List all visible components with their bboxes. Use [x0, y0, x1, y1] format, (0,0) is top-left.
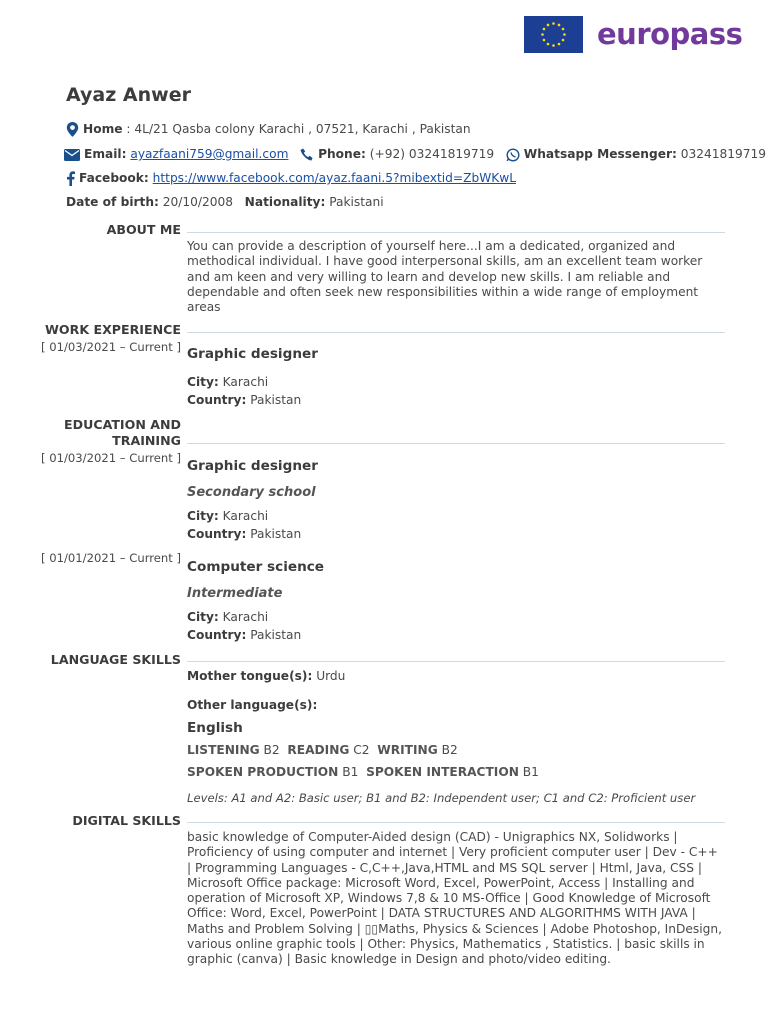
- edu-1-date: [ 01/03/2021 – Current ]: [41, 451, 181, 465]
- home-value: : 4L/21 Qasba colony Karachi , 07521, Karachi , Pakistan: [126, 122, 471, 136]
- whatsapp-label: Whatsapp Messenger:: [523, 147, 677, 161]
- other-languages: [187, 698, 317, 712]
- eu-star: [563, 33, 566, 36]
- europass-logo: [524, 16, 743, 54]
- email-label: Email:: [84, 147, 127, 161]
- edu-1-city-value: Karachi: [222, 509, 269, 523]
- edu-2-country-value: Pakistan: [250, 628, 302, 642]
- edu-1-sub: Secondary school: [187, 485, 316, 500]
- email-link[interactable]: ayazfaani759@gmail.com: [130, 147, 289, 161]
- edu-2-city: [187, 610, 268, 624]
- eu-star: [552, 22, 555, 25]
- education-title-line2: TRAINING: [112, 433, 181, 448]
- work-country: [187, 393, 301, 407]
- about-title: ABOUT ME: [106, 222, 181, 237]
- eu-star: [558, 43, 561, 46]
- reading-value: C2: [353, 743, 370, 757]
- work-country-value: Pakistan: [250, 393, 302, 407]
- dob-value: 20/10/2008: [162, 195, 234, 209]
- dob-label: Date of birth:: [66, 195, 159, 209]
- eu-star: [547, 43, 550, 46]
- listening-label: LISTENING: [187, 743, 260, 757]
- work-city: [187, 375, 268, 389]
- whatsapp-icon: [506, 148, 520, 162]
- education-title-line1: EDUCATION AND: [64, 417, 181, 432]
- about-divider: [187, 232, 725, 233]
- edu-2-city-label: City:: [187, 610, 219, 624]
- spoken-interaction-value: B1: [522, 765, 539, 779]
- work-city-label: City:: [187, 375, 219, 389]
- about-text: You can provide a description of yourself here...I am a dedicated, organized and methodical individual. I have good interpersonal skills, am an excellent team worker and am keen and very willing to learn and develop new skills. I am reliable and dependable and often seek new responsibilities within a wide range of employment areas: [187, 239, 703, 315]
- edu-1-country-label: Country:: [187, 527, 247, 541]
- work-title: WORK EXPERIENCE: [45, 322, 181, 337]
- eu-star: [558, 24, 561, 27]
- eu-star: [543, 28, 546, 31]
- edu-2-country-label: Country:: [187, 628, 247, 642]
- facebook-row: [66, 171, 516, 186]
- language-levels-row2: [187, 765, 539, 779]
- work-country-label: Country:: [187, 393, 247, 407]
- brand-name: europass: [597, 17, 743, 51]
- spoken-production-label: SPOKEN PRODUCTION: [187, 765, 339, 779]
- digital-divider: [187, 822, 725, 823]
- mother-tongue-value: Urdu: [316, 669, 346, 683]
- home-label: Home: [83, 122, 123, 136]
- listening-value: B2: [263, 743, 280, 757]
- whatsapp-value: 03241819719: [680, 147, 767, 161]
- edu-1-country-value: Pakistan: [250, 527, 302, 541]
- phone-value: (+92) 03241819719: [369, 147, 495, 161]
- mother-tongue-label: Mother tongue(s):: [187, 669, 313, 683]
- language-name: English: [187, 720, 243, 736]
- eu-star: [562, 39, 565, 42]
- home-address: [66, 122, 471, 137]
- education-divider: [187, 443, 725, 444]
- language-title: LANGUAGE SKILLS: [50, 652, 181, 667]
- location-pin-icon: [66, 122, 79, 137]
- edu-2-city-value: Karachi: [222, 610, 269, 624]
- edu-1-city: [187, 509, 268, 523]
- eu-flag-icon: [524, 16, 583, 53]
- digital-title: DIGITAL SKILLS: [72, 813, 181, 828]
- eu-star: [543, 39, 546, 42]
- eu-star: [552, 44, 555, 47]
- edu-2-date: [ 01/01/2021 – Current ]: [41, 551, 181, 565]
- person-name: Ayaz Anwer: [66, 84, 191, 106]
- eu-star: [562, 28, 565, 31]
- work-job-title: Graphic designer: [187, 346, 318, 362]
- edu-2-country: [187, 628, 301, 642]
- facebook-label: Facebook:: [79, 171, 149, 185]
- spoken-production-value: B1: [342, 765, 359, 779]
- digital-text: basic knowledge of Computer-Aided design (CAD) - Unigraphics NX, Solidworks | Proficiency of using computer and internet | Very proficient computer user | Dev - C++ | Programming Languages - C,C++,Java,HTML and MS SQL server | Html, Java, CSS | Microsoft Office package: Microsoft Word, Excel, PowerPoint, Access | Installing and operation of Microsoft XP, Windows 7,8 & 10 MS-Office | Good Knowledge of Microsoft Office: Word, Excel, PowerPoint | DATA STRUCTURES AND ALGORITHMS WITH JAVA | Maths and Problem Solving | ▯▯Maths, Physics & Sciences | Adobe Photoshop, InDesign, various online graphic tools | Other: Physics, Mathematics , Statistics. | basic skills in graphic (canva) | Basic knowledge in Design and photo/video editing.: [187, 830, 722, 967]
- work-city-value: Karachi: [222, 375, 269, 389]
- writing-value: B2: [441, 743, 458, 757]
- nationality-label: Nationality:: [244, 195, 326, 209]
- education-title: [64, 417, 181, 449]
- work-divider: [187, 332, 725, 333]
- phone-icon: [300, 148, 314, 162]
- edu-2-sub: Intermediate: [187, 586, 283, 601]
- email-icon: [64, 149, 80, 161]
- facebook-link[interactable]: https://www.facebook.com/ayaz.faani.5?mibextid=ZbWKwL: [152, 171, 517, 185]
- levels-note: Levels: A1 and A2: Basic user; B1 and B2: Independent user; C1 and C2: Proficient user: [187, 791, 696, 805]
- edu-2-title: Computer science: [187, 559, 325, 575]
- work-date: [ 01/03/2021 – Current ]: [41, 340, 181, 354]
- eu-star: [541, 33, 544, 36]
- edu-1-country: [187, 527, 301, 541]
- edu-1-city-label: City:: [187, 509, 219, 523]
- reading-label: READING: [287, 743, 350, 757]
- other-languages-label: Other language(s):: [187, 698, 318, 712]
- nationality-value: Pakistani: [329, 195, 384, 209]
- mother-tongue: [187, 669, 345, 683]
- phone-label: Phone:: [318, 147, 366, 161]
- language-levels-row1: [187, 743, 458, 757]
- eu-star: [547, 24, 550, 27]
- facebook-icon: [66, 171, 75, 186]
- edu-1-title: Graphic designer: [187, 458, 318, 474]
- language-divider: [187, 661, 725, 662]
- writing-label: WRITING: [377, 743, 438, 757]
- dob-row: [66, 195, 384, 209]
- contact-row: [64, 147, 766, 162]
- spoken-interaction-label: SPOKEN INTERACTION: [366, 765, 519, 779]
